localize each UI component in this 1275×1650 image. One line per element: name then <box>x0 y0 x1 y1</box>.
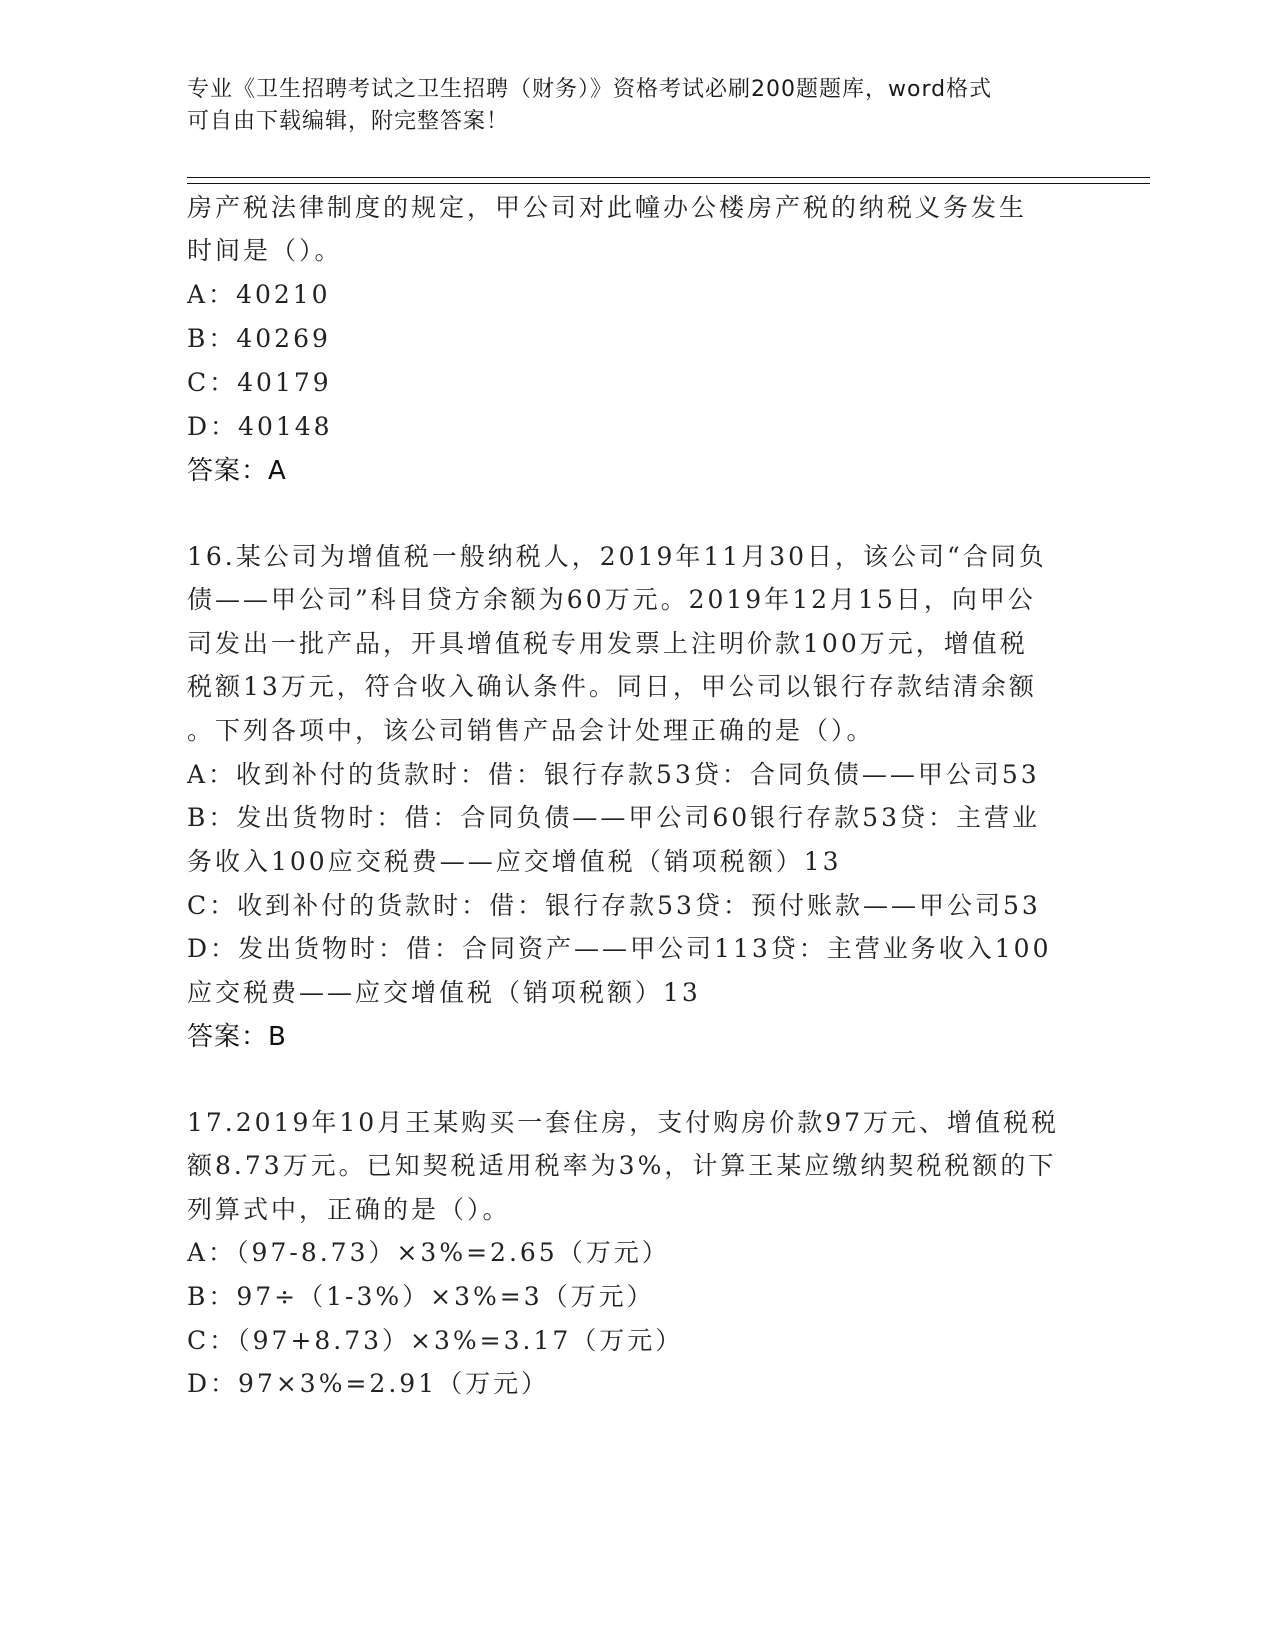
question-15-option-d: D：40148 <box>187 412 333 441</box>
header-divider-bottom <box>187 183 1150 184</box>
header-divider-top <box>187 177 1150 178</box>
question-17-option-a: A：（97-8.73）×3%=2.65（万元） <box>187 1238 670 1267</box>
question-16-stem-line-1: 16.某公司为增值税一般纳税人，2019年11月30日，该公司“合同负 <box>187 542 1047 571</box>
question-17-stem-line-2: 额8.73万元。已知契税适用税率为3%，计算王某应缴纳契税税额的下 <box>187 1151 1057 1180</box>
question-17-stem-line-1: 17.2019年10月王某购买一套住房，支付购房价款97万元、增值税税 <box>187 1108 1060 1137</box>
question-15-answer: 答案：A <box>187 456 287 486</box>
question-17-option-d: D：97×3%=2.91（万元） <box>187 1369 550 1398</box>
question-16-stem-line-2: 债——甲公司”科目贷方余额为60万元。2019年12月15日，向甲公 <box>187 585 1036 614</box>
question-16-stem-line-5: 。下列各项中，该公司销售产品会计处理正确的是（）。 <box>187 716 875 745</box>
question-16-stem-line-4: 税额13万元，符合收入确认条件。同日，甲公司以银行存款结清余额 <box>187 672 1037 701</box>
header-title-line-1: 专业《卫生招聘考试之卫生招聘（财务）》资格考试必刷200题题库，word格式 <box>187 77 993 102</box>
question-16-option-d-line-1: D：发出货物时：借：合同资产——甲公司113贷：主营业务收入100 <box>187 934 1052 963</box>
question-17-option-b: B：97÷（1-3%）×3%=3（万元） <box>187 1282 655 1311</box>
question-16-answer: 答案：B <box>187 1022 287 1052</box>
document-header <box>187 74 1067 138</box>
question-16-option-b-line-1: B：发出货物时：借：合同负债——甲公司60银行存款53贷：主营业 <box>187 803 1040 832</box>
question-16-option-a: A：收到补付的货款时：借：银行存款53贷：合同负债——甲公司53 <box>187 760 1040 789</box>
question-15-option-b: B：40269 <box>187 324 331 353</box>
question-15-option-a: A：40210 <box>187 280 331 309</box>
question-16-option-d-line-2: 应交税费——应交增值税（销项税额）13 <box>187 978 701 1007</box>
header-title-line-2: 可自由下载编辑，附完整答案！ <box>187 109 510 134</box>
question-15-stem-line-2: 时间是（）。 <box>187 236 343 265</box>
question-16-option-c: C：收到补付的货款时：借：银行存款53贷：预付账款——甲公司53 <box>187 891 1041 920</box>
question-16-option-b-line-2: 务收入100应交税费——应交增值税（销项税额）13 <box>187 847 842 876</box>
question-15-option-c: C：40179 <box>187 368 332 397</box>
question-16-stem-line-3: 司发出一批产品，开具增值税专用发票上注明价款100万元，增值税 <box>187 629 1028 658</box>
question-17-option-c: C：（97+8.73）×3%=3.17（万元） <box>187 1326 684 1355</box>
question-17-stem-line-3: 列算式中，正确的是（）。 <box>187 1195 511 1224</box>
question-15-stem-line-1: 房产税法律制度的规定，甲公司对此幢办公楼房产税的纳税义务发生 <box>187 193 1028 222</box>
